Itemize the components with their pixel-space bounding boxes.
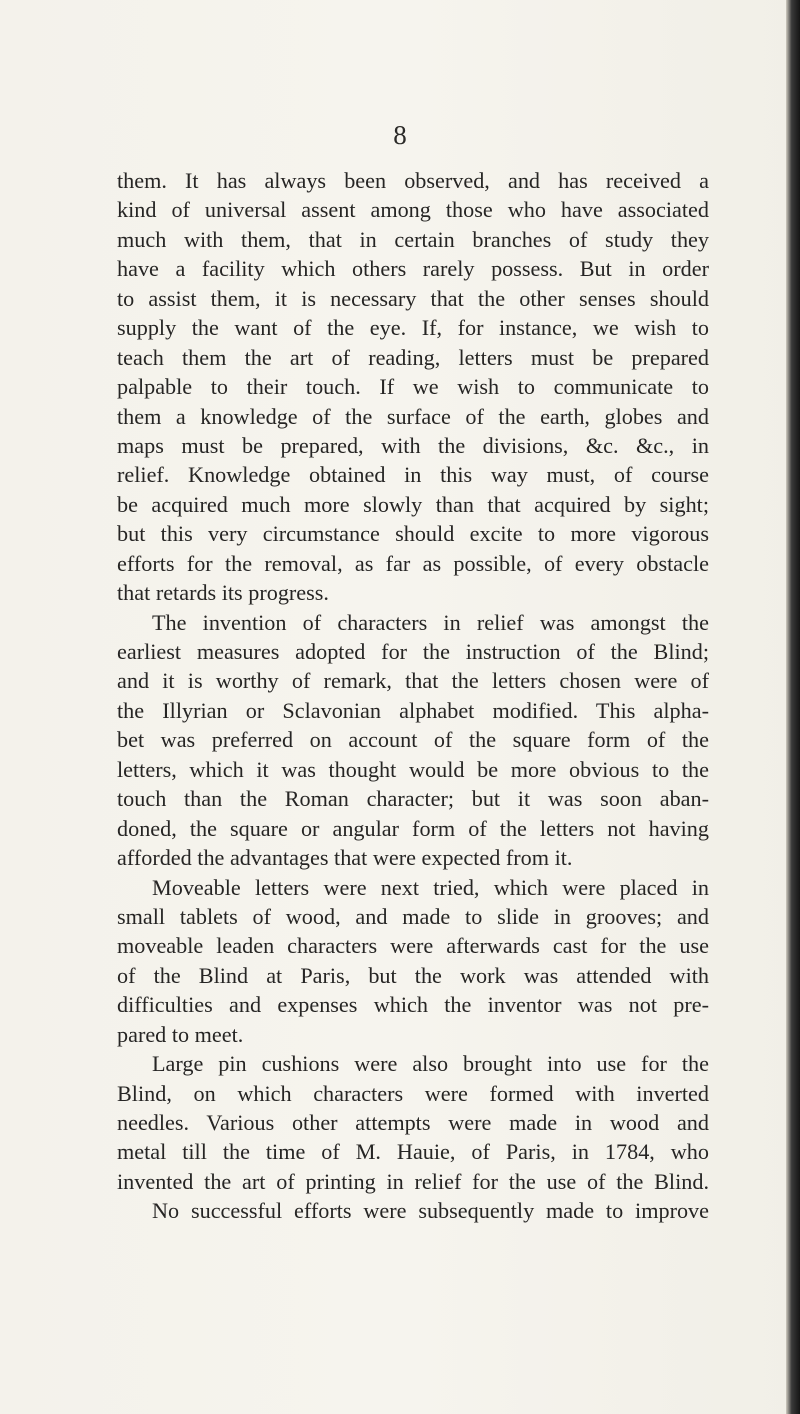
text-line: doned, the square or angular form of the letters not having <box>117 815 709 841</box>
text-line: bet was preferred on account of the square form of the <box>117 727 709 753</box>
text-line: moveable leaden characters were afterwards cast for the use <box>117 933 709 959</box>
text-line: letters, which it was thought would be more obvious to the <box>117 756 709 782</box>
text-line: palpable to their touch. If we wish to communicate to <box>117 374 709 400</box>
text-line: but this very circumstance should excite to more vigorous <box>117 521 709 547</box>
text-line: Moveable letters were next tried, which were placed in <box>152 874 709 900</box>
text-line: afforded the advantages that were expected from it. <box>117 845 573 871</box>
text-line: supply the want of the eye. If, for instance, we wish to <box>117 315 709 341</box>
text-line: kind of universal assent among those who have associated <box>117 197 709 223</box>
text-line: be acquired much more slowly than that acquired by sight; <box>117 491 709 517</box>
text-line: of the Blind at Paris, but the work was attended with <box>117 962 709 988</box>
text-line: maps must be prepared, with the divisions, &c. &c., in <box>117 432 709 458</box>
text-line: small tablets of wood, and made to slide in grooves; and <box>117 903 709 929</box>
text-line: relief. Knowledge obtained in this way must, of course <box>117 462 709 488</box>
text-line: teach them the art of reading, letters must be prepared <box>117 344 709 370</box>
text-line: have a facility which others rarely possess. But in order <box>117 256 709 282</box>
text-line: No successful efforts were subsequently made to improve <box>152 1198 709 1224</box>
text-line: needles. Various other attempts were made in wood and <box>117 1110 709 1135</box>
text-line: metal till the time of M. Hauie, of Paris, in 1784, who <box>117 1139 709 1165</box>
text-line: them a knowledge of the surface of the earth, globes and <box>117 403 709 429</box>
text-line: that retards its progress. <box>117 580 329 606</box>
text-line: Large pin cushions were also brought into use for the <box>152 1051 709 1077</box>
text-line: much with them, that in certain branches of study they <box>117 226 709 252</box>
page-edge <box>786 0 800 1414</box>
text-line: pared to meet. <box>117 1021 244 1047</box>
text-line: touch than the Roman character; but it was soon aban- <box>117 786 709 812</box>
text-line: The invention of characters in relief was amongst the <box>152 609 709 635</box>
text-line: invented the art of printing in relief for the use of the Blind. <box>117 1168 709 1194</box>
text-line: and it is worthy of remark, that the letters chosen were of <box>117 668 709 694</box>
text-line: Blind, on which characters were formed with inverted <box>117 1080 709 1106</box>
text-line: to assist them, it is necessary that the other senses should <box>117 285 709 311</box>
text-line: earliest measures adopted for the instruction of the Blind; <box>117 639 709 664</box>
text-line: difficulties and expenses which the inventor was not pre- <box>117 992 709 1018</box>
text-line: the Illyrian or Sclavonian alphabet modified. This alpha- <box>117 697 709 723</box>
body-text <box>117 166 709 1226</box>
text-line: them. It has always been observed, and has received a <box>117 168 709 193</box>
text-line: efforts for the removal, as far as possible, of every obstacle <box>117 550 709 576</box>
page-number: 8 <box>393 120 407 150</box>
